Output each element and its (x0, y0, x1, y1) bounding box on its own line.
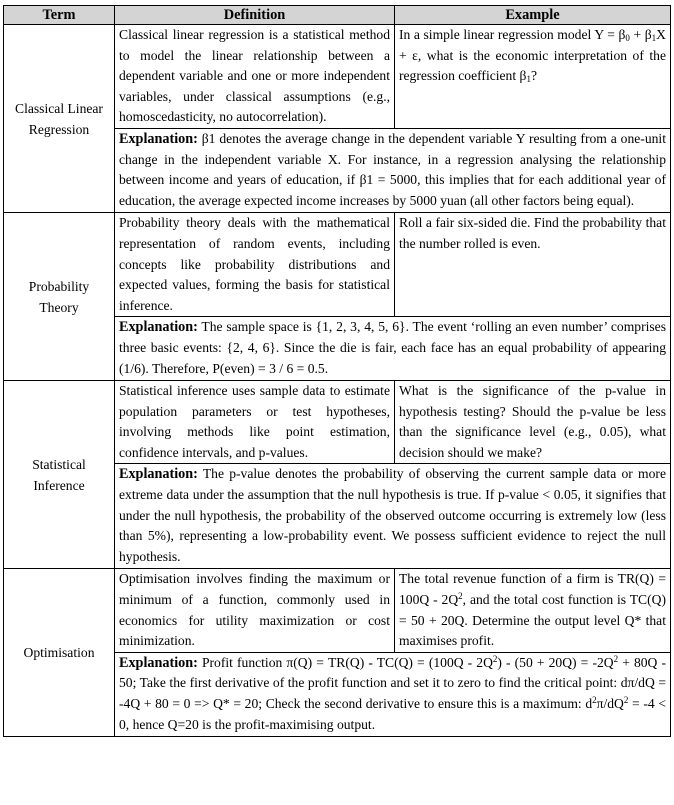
table-row (4, 213, 671, 317)
example-cell: What is the significance of the p-value in hypothesis testing? Should the p-value be less than the significance level (e.g., 0.05), what decision should we make? (395, 381, 671, 464)
definition-cell: Classical linear regression is a statistical method to model the linear relationship between a dependent variable and one or more independent variables, under classical assumptions (e.g., homoscedasticity, no autocorrelation). (115, 25, 395, 129)
example-header: Example (395, 6, 671, 25)
term-cell: Optimisation (4, 569, 115, 737)
term-header: Term (4, 6, 115, 25)
table-row (4, 381, 671, 464)
definition-header: Definition (115, 6, 395, 25)
table-row (4, 569, 671, 652)
table-row (4, 25, 671, 129)
term-cell: Statistical Inference (4, 381, 115, 569)
explanation-cell: Explanation: The sample space is {1, 2, 3, 4, 5, 6}. The event ‘rolling an even number’ comprises three basic events: {2, 4, 6}. Since the die is fair, each face has an equal probability of appearing (1/6). Therefore, P(even) = 3 / 6 = 0.5. (115, 317, 671, 381)
term-cell: Classical Linear Regression (4, 25, 115, 213)
explanation-label: Explanation: (119, 319, 198, 336)
concepts-table (3, 5, 671, 737)
explanation-label: Explanation: (119, 130, 198, 147)
definition-cell: Statistical inference uses sample data to estimate population parameters or test hypotheses, involving methods like point estimation, confidence intervals, and p-values. (115, 381, 395, 464)
example-cell: In a simple linear regression model $Y = \beta_0 + \beta_1X + \varepsilon$, what is the economic interpretation of the regression coefficient $\beta_1$? (395, 25, 671, 129)
explanation-label: Explanation: (119, 466, 198, 483)
definition-cell: Optimisation involves finding the maximum or minimum of a function, commonly used in economics for utility maximization or cost minimization. (115, 569, 395, 652)
explanation-label: Explanation: (119, 654, 198, 671)
term-cell: Probability Theory (4, 213, 115, 381)
header-row (4, 6, 671, 25)
example-cell: The total revenue function of a firm is $TR(Q) = 100Q - 2Q^2$, and the total cost function is TC(Q) = 50 + 20Q. Determine the output level Q* that maximises profit. (395, 569, 671, 652)
definition-cell: Probability theory deals with the mathematical representation of random events, including concepts like probability distributions and expected values, forming the basis for statistical inference. (115, 213, 395, 317)
explanation-cell: Explanation: β1 denotes the average change in the dependent variable Y resulting from a one-unit change in the independent variable X. For instance, in a regression analysing the relationship between income and years of education, if β1 = 5000, this implies that for each additional year of education, the average expected income increases by 5000 yuan (all other factors being equal). (115, 128, 671, 212)
example-cell: Roll a fair six-sided die. Find the probability that the number rolled is even. (395, 213, 671, 317)
explanation-cell: Explanation: Profit function $\pi(Q) = TR(Q) - TC(Q) = (100Q - 2Q^2) - (50 + 20Q) = -2Q^2 + 80Q - 50$; Take the first derivative of the profit function and set it to zero to find the critical point: dπ/dQ = -4Q + 80 = 0 => Q* = 20; Check the second derivative to ensure this is a maximum: $d^2\pi/dQ^2 = -4 < 0$, hence Q=20 is the profit-maximising output. (115, 652, 671, 736)
explanation-cell: Explanation: The p-value denotes the probability of observing the current sample data or more extreme data under the assumption that the null hypothesis is true. If p-value < 0.05, it signifies that under the null hypothesis, the probability of the observed outcome occurring is extremely low (less than 5%), representing a low-probability event. We possess sufficient evidence to reject the null hypothesis. (115, 464, 671, 569)
